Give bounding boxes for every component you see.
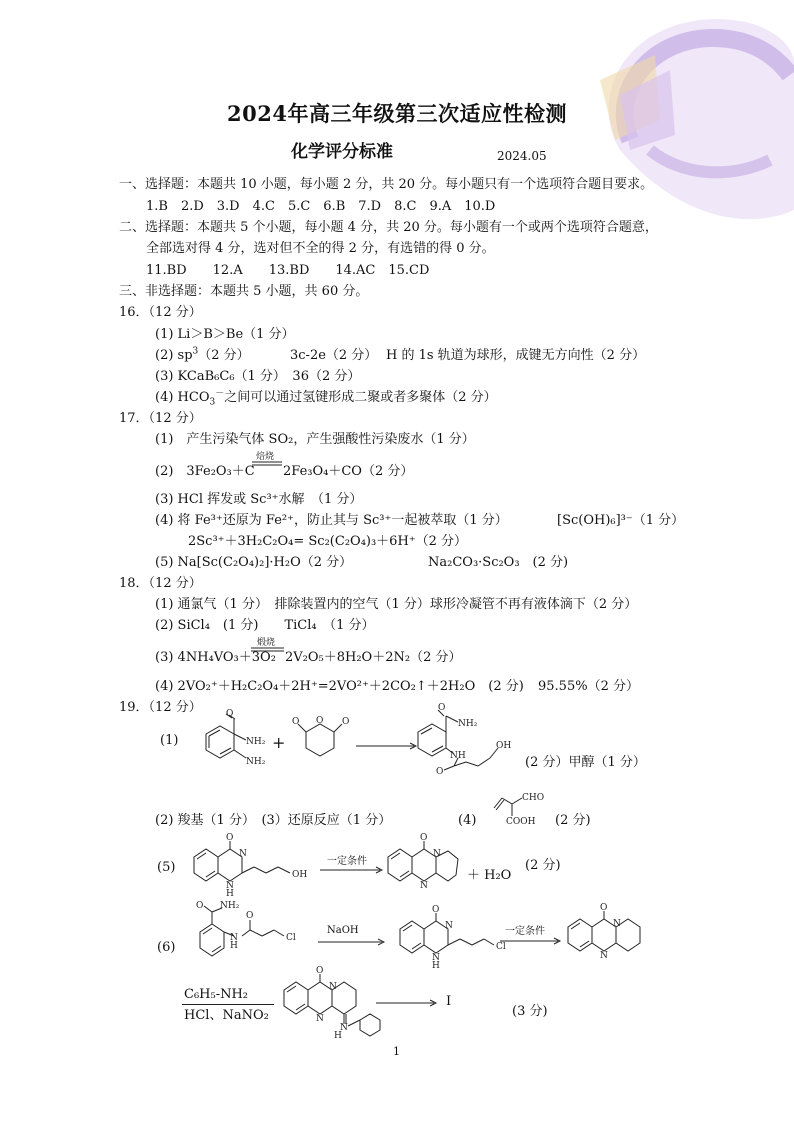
q16-answer-3: (3) KCaB₆C₆（1 分） 36（2 分） bbox=[155, 369, 361, 384]
section1-answers: 1.B 2.D 3.D 4.C 5.C 6.B 7.D 8.C 9.A 10.D bbox=[146, 199, 496, 214]
q19-part4-label: (4) bbox=[458, 813, 477, 828]
q19-part5-condition: 一定条件 bbox=[327, 856, 367, 867]
q16-answer-2b: 3c-2e（2 分） bbox=[290, 348, 378, 363]
svg-text:O: O bbox=[246, 911, 254, 921]
svg-text:N: N bbox=[329, 982, 337, 992]
q18-answer-3: (3) 4NH₄VO₃＋3O₂ bbox=[155, 650, 276, 665]
svg-text:O: O bbox=[600, 903, 608, 913]
q17-heading: 17．（12 分） bbox=[119, 411, 202, 426]
page-subtitle: 化学评分标准 bbox=[291, 142, 393, 162]
q17-equal-sign bbox=[252, 461, 282, 467]
section2-heading-line2: 全部选对得 4 分，选对但不全的得 2 分，有选错的得 0 分。 bbox=[146, 241, 495, 256]
svg-text:COOH: COOH bbox=[506, 817, 536, 827]
svg-text:OH: OH bbox=[292, 870, 308, 880]
svg-text:O: O bbox=[292, 717, 300, 727]
q19-part6-arrow2 bbox=[500, 937, 562, 945]
svg-text:O: O bbox=[226, 833, 234, 843]
q18-answer-1: (1) 通氯气（1 分） 排除装置内的空气（1 分）球形冷凝管不再有液体滴下（2 分） bbox=[155, 597, 638, 612]
svg-text:O: O bbox=[316, 966, 324, 976]
q19-part1-score: (2 分）甲醇（1 分） bbox=[525, 755, 646, 770]
q18-answer-3b: 2V₂O₅＋8H₂O＋2N₂（2 分） bbox=[285, 650, 462, 665]
svg-text:NH₂: NH₂ bbox=[246, 737, 266, 747]
q17-answer-4b: [Sc(OH)₆]³⁻（1 分） bbox=[557, 513, 685, 528]
q19-part6-arrow1 bbox=[318, 938, 386, 946]
amide-acid-product-structure bbox=[408, 703, 528, 777]
quinazolinone-chloride-structure bbox=[392, 905, 512, 970]
q19-part6-reagent1: C₆H₅-NH₂ bbox=[184, 987, 249, 1002]
svg-text:N: N bbox=[432, 953, 440, 963]
section3-heading: 三、非选择题：本题共 5 小题，共 60 分。 bbox=[119, 284, 369, 299]
glutaric-anhydride-structure bbox=[292, 712, 362, 772]
q18-answer-4: (4) 2VO₂⁺＋H₂C₂O₄＋2H⁺=2VO²⁺＋2CO₂↑＋2H₂O (2 分) bbox=[155, 679, 524, 694]
svg-text:NH: NH bbox=[450, 751, 466, 761]
tricyclic-product-6-structure bbox=[562, 905, 652, 960]
svg-text:O: O bbox=[342, 717, 350, 727]
q16-answer-2c: H 的 1s 轨道为球形，成键无方向性（2 分） bbox=[386, 348, 646, 363]
q17-condition: 焙烧 bbox=[256, 452, 275, 462]
section2-heading-line1: 二、选择题：本题共 5 个小题，每小题 4 分，共 20 分。每小题有一个或两个选项符合题意， bbox=[119, 220, 658, 235]
svg-text:N: N bbox=[340, 1023, 348, 1033]
q19-part5-score: (2 分) bbox=[525, 858, 561, 873]
q19-part4-score: (2 分) bbox=[555, 813, 591, 828]
svg-text:N: N bbox=[239, 849, 247, 859]
q17-answer-4: (4) 将 Fe³⁺还原为 Fe²⁺，防止其与 Sc³⁺一起被萃取（1 分） bbox=[155, 513, 508, 528]
svg-text:NH₂: NH₂ bbox=[220, 901, 240, 911]
svg-text:O: O bbox=[196, 901, 204, 911]
svg-text:N: N bbox=[316, 1014, 324, 1024]
q19-part6-product-label: I bbox=[446, 994, 452, 1009]
svg-text:Cl: Cl bbox=[496, 942, 506, 952]
q19-part6-condition1: NaOH bbox=[327, 925, 359, 936]
q19-part1-label: (1) bbox=[160, 733, 179, 748]
q19-part6-condition2: 一定条件 bbox=[505, 926, 545, 937]
svg-text:O: O bbox=[432, 905, 440, 915]
svg-text:H: H bbox=[230, 941, 238, 951]
q17-answer-3: (3) HCl 挥发或 Sc³⁺水解 （1 分） bbox=[155, 492, 363, 507]
svg-text:N: N bbox=[230, 933, 238, 943]
q19-part6-reagent2: HCl、NaNO₂ bbox=[184, 1008, 269, 1023]
svg-text:N: N bbox=[226, 881, 234, 891]
q18-answer-4b: 95.55%（2 分） bbox=[538, 679, 639, 694]
q16-answer-2: (2) $sp^3(2$ 分） bbox=[155, 346, 250, 363]
svg-text:O: O bbox=[226, 709, 234, 719]
q19-part6-reagent-divider bbox=[182, 1004, 274, 1005]
svg-text:N: N bbox=[613, 919, 621, 929]
q18-answer-2: (2) SiCl₄ (1 分) TiCl₄ （1 分） bbox=[155, 618, 375, 633]
svg-text:NH₂: NH₂ bbox=[246, 757, 266, 767]
svg-text:N: N bbox=[433, 849, 441, 859]
svg-text:N: N bbox=[600, 951, 608, 961]
svg-text:O: O bbox=[438, 703, 446, 713]
svg-text:NH₂: NH₂ bbox=[458, 719, 478, 729]
q16-answer-1: (1) Li＞B＞Be（1 分） bbox=[155, 327, 295, 342]
q16-answer-4: (4) $HCO_3^-$之间可以通过氢键形成二聚或者多聚体（2 分） bbox=[155, 388, 497, 408]
q17-answer-1: (1) 产生污染气体 SO₂，产生强酸性污染废水（1 分） bbox=[155, 432, 475, 447]
svg-text:O: O bbox=[420, 833, 428, 843]
svg-text:H: H bbox=[334, 1031, 342, 1041]
quinazolinone-alcohol-structure bbox=[186, 833, 326, 899]
anthranilamide-structure bbox=[190, 709, 270, 778]
q19-answer-2-3: (2) 羧基（1 分） (3）还原反应（1 分） bbox=[155, 813, 392, 828]
svg-text:N: N bbox=[445, 921, 453, 931]
acrolein-acid-structure bbox=[490, 790, 550, 830]
q19-part5-label: (5) bbox=[157, 860, 176, 875]
exam-date: 2024.05 bbox=[497, 149, 547, 163]
svg-text:H: H bbox=[226, 889, 234, 899]
svg-text:CHO: CHO bbox=[522, 793, 545, 803]
q17-answer-5: (5) Na[Sc(C₂O₄)₂]·H₂O（2 分） bbox=[155, 555, 353, 570]
q19-part5-water: ＋ H₂O bbox=[467, 868, 512, 883]
svg-text:O: O bbox=[316, 716, 324, 726]
svg-text:N: N bbox=[420, 881, 428, 891]
q17-answer-5b: Na₂CO₃·Sc₂O₃ (2 分) bbox=[428, 555, 569, 570]
svg-text:O: O bbox=[436, 767, 444, 777]
tricyclic-product-structure bbox=[380, 835, 470, 895]
page-title: 2024年高三年级第三次适应性检测 bbox=[227, 101, 567, 126]
chloro-amide-structure bbox=[190, 900, 310, 970]
q19-part5-arrow bbox=[320, 866, 384, 874]
q18-condition: 煅烧 bbox=[257, 638, 276, 648]
section1-heading: 一、选择题：本题共 10 小题，每小题 2 分，共 20 分。每小题只有一个选项符合题目要求。 bbox=[119, 177, 654, 192]
plus-sign: + bbox=[272, 733, 286, 752]
svg-text:H: H bbox=[432, 961, 440, 971]
q19-part6-score: (3 分) bbox=[512, 1004, 548, 1019]
q17-answer-2b: 2Fe₃O₄＋CO（2 分） bbox=[283, 464, 414, 479]
q19-part6-arrow3 bbox=[376, 999, 438, 1007]
q17-answer-4c: 2Sc³⁺＋3H₂C₂O₄= Sc₂(C₂O₄)₃＋6H⁺（2 分） bbox=[188, 534, 468, 549]
q18-equal-sign bbox=[251, 647, 284, 653]
q16-heading: 16．（12 分） bbox=[119, 305, 202, 320]
svg-text:OH: OH bbox=[496, 741, 512, 751]
page-number: 1 bbox=[393, 1045, 400, 1058]
q19-part6-label: (6) bbox=[157, 940, 176, 955]
section2-answers: 11.BD 12.A 13.BD 14.AC 15.CD bbox=[146, 263, 430, 278]
svg-text:Cl: Cl bbox=[286, 933, 296, 943]
q19-heading: 19．（12 分） bbox=[119, 700, 202, 715]
q17-answer-2: (2) 3Fe₂O₃＋C bbox=[155, 464, 255, 479]
q18-heading: 18．（12 分） bbox=[119, 576, 202, 591]
